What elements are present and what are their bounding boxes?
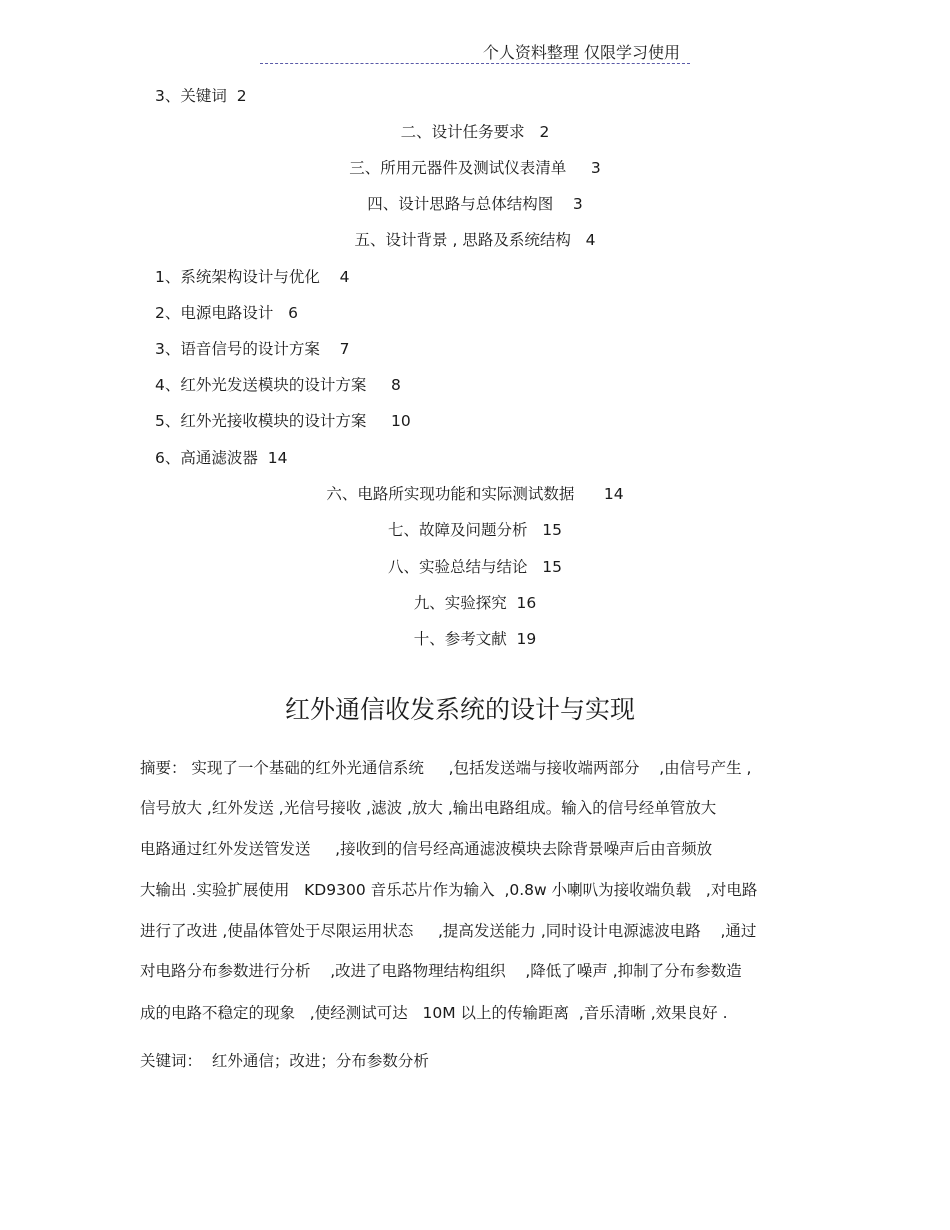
toc-item: 5、红外光接收模块的设计方案 10 xyxy=(155,412,411,430)
toc-item: 五、设计背景 , 思路及系统结构 4 xyxy=(354,231,596,249)
toc-item: 八、实验总结与结论 15 xyxy=(387,558,562,576)
toc-item: 二、设计任务要求 2 xyxy=(400,123,550,141)
toc-item: 1、系统架构设计与优化 4 xyxy=(155,268,350,286)
header-text: 个人资料整理 仅限学习使用 xyxy=(482,43,680,62)
abstract-line: 电路通过红外发送管发送 ,接收到的信号经高通滤波模块去除背景噪声后由音频放 xyxy=(140,840,713,858)
abstract-line: 大输出 .实验扩展使用 KD9300 音乐芯片作为输入 ,0.8w 小喇叭为接收端负载 ,对电路 xyxy=(140,881,758,899)
toc-item: 4、红外光发送模块的设计方案 8 xyxy=(155,376,401,394)
page-header xyxy=(260,40,690,64)
toc-item: 四、设计思路与总体结构图 3 xyxy=(367,195,583,213)
document-title: 红外通信收发系统的设计与实现 xyxy=(284,695,635,724)
toc-item: 九、实验探究 16 xyxy=(413,594,537,612)
toc-item: 3、关键词 2 xyxy=(155,87,247,105)
abstract-line: 摘要： 实现了一个基础的红外光通信系统 ,包括发送端与接收端两部分 ,由信号产生 , xyxy=(140,759,752,777)
toc-item: 三、所用元器件及测试仪表清单 3 xyxy=(349,159,601,177)
toc-item: 2、电源电路设计 6 xyxy=(155,304,299,322)
abstract-line: 对电路分布参数进行分析 ,改进了电路物理结构组织 ,降低了噪声 ,抑制了分布参数造 xyxy=(140,962,742,980)
abstract-line: 信号放大 ,红外发送 ,光信号接收 ,滤波 ,放大 ,输出电路组成。输入的信号经单管放大 xyxy=(140,799,717,817)
abstract-line: 进行了改进 ,使晶体管处于尽限运用状态 ,提高发送能力 ,同时设计电源滤波电路 ,通过 xyxy=(140,922,757,940)
toc-item: 3、语音信号的设计方案 7 xyxy=(155,340,350,358)
keywords: 关键词： 红外通信；改进；分布参数分析 xyxy=(140,1052,429,1070)
toc-item: 十、参考文献 19 xyxy=(413,630,537,648)
toc-item: 六、电路所实现功能和实际测试数据 14 xyxy=(326,485,624,503)
toc-item: 6、高通滤波器 14 xyxy=(155,449,288,467)
toc-item: 七、故障及问题分析 15 xyxy=(387,521,562,539)
abstract-line: 成的电路不稳定的现象 ,使经测试可达 10M 以上的传输距离 ,音乐清晰 ,效果良好 . xyxy=(140,1004,728,1022)
